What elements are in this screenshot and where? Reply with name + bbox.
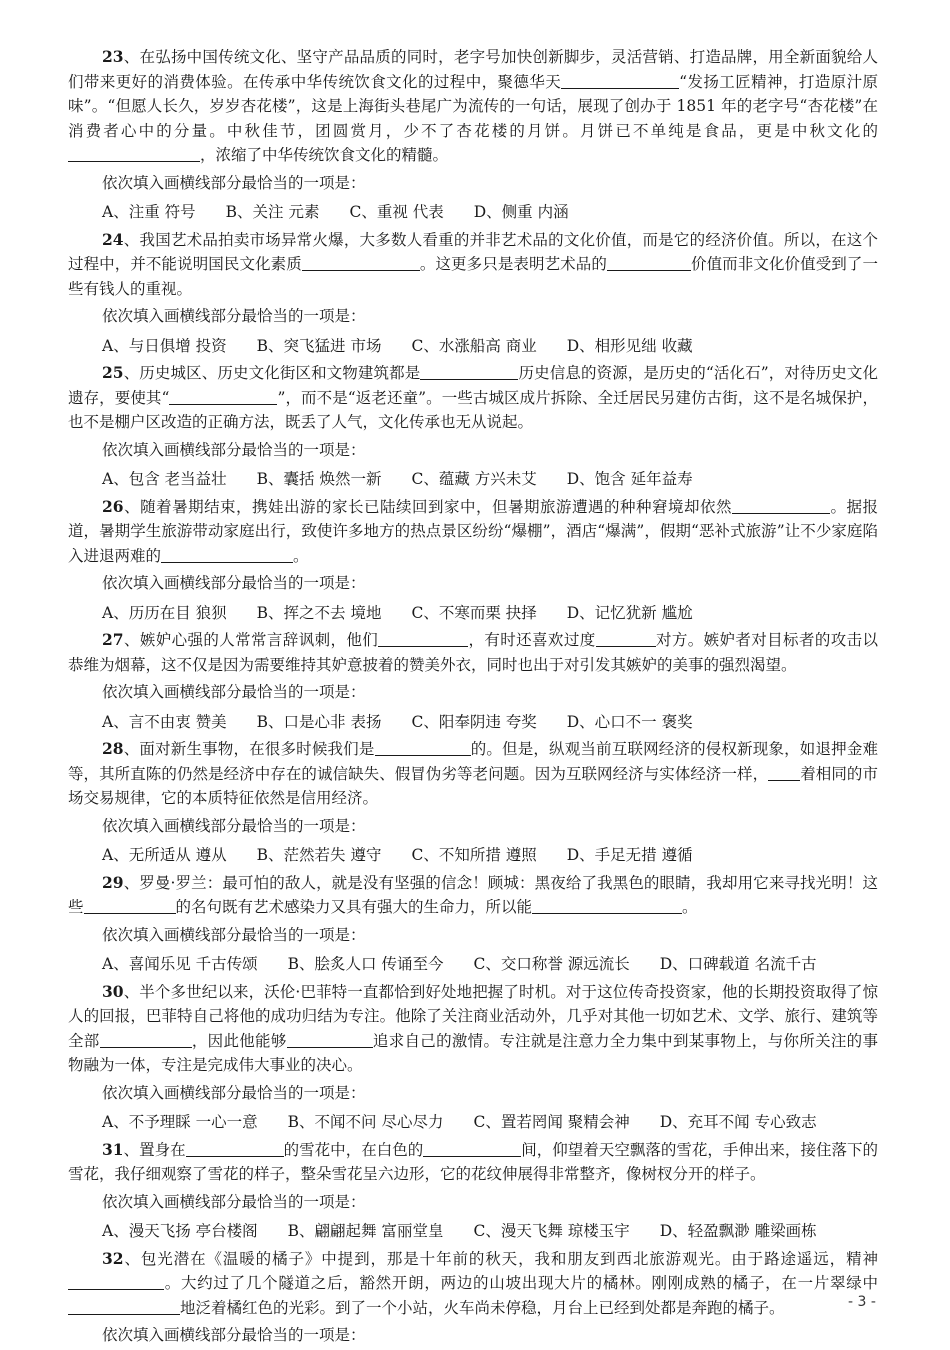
answer-blank xyxy=(607,255,691,272)
question-stem xyxy=(68,628,878,677)
question-24 xyxy=(68,228,878,359)
option-b: B、脍炙人口 传诵至今 xyxy=(287,955,444,973)
answer-blank xyxy=(68,146,200,163)
answer-blank xyxy=(186,1140,284,1157)
question-stem xyxy=(68,980,878,1078)
option-b: B、关注 元素 xyxy=(225,203,320,221)
instruction-text: 依次填入画横线部分最恰当的一项是： xyxy=(102,683,366,701)
option-b: B、茫然若失 遵守 xyxy=(256,846,382,864)
stem-text: 。大约过了几个隧道之后，豁然开朗，两边的山坡出现大片的橘林。刚刚成熟的橘子，在一片翠绿中 xyxy=(164,1274,878,1292)
stem-text: 间，仰望着天空飘落的雪花，手伸出来，接住落下的雪花，我仔细观察了雪花的样子，整朵雪花呈六边形，它的花纹伸展得非常整齐，像树杈分开的样子。 xyxy=(68,1140,878,1183)
instruction-text: 依次填入画横线部分最恰当的一项是： xyxy=(102,1083,366,1102)
stem-text: 、面对新生事物，在很多时候我们是 xyxy=(123,740,375,758)
instruction-text: 依次填入画横线部分最恰当的一项是： xyxy=(102,1326,366,1344)
instruction-text: 依次填入画横线部分最恰当的一项是： xyxy=(102,925,366,944)
question-stem xyxy=(68,228,878,302)
question-number: 23 xyxy=(102,47,124,66)
option-d: D、口碑载道 名流千古 xyxy=(659,955,817,973)
question-stem xyxy=(68,1138,878,1187)
answer-blank xyxy=(423,1140,521,1157)
option-d: D、侧重 内涵 xyxy=(473,203,569,221)
question-26 xyxy=(68,495,878,626)
option-b: B、囊括 焕然一新 xyxy=(256,470,382,488)
question-stem xyxy=(68,495,878,569)
question-32 xyxy=(68,1247,878,1348)
question-number: 29 xyxy=(102,872,124,892)
answer-blank xyxy=(84,898,176,915)
stem-text: 、随着暑期结束，携娃出游的家长已陆续回到家中，但暑期旅游遭遇的种种窘境却依然 xyxy=(123,497,732,516)
option-row xyxy=(102,334,878,359)
stem-text: 、历史城区、历史文化街区和文物建筑都是 xyxy=(123,364,421,382)
option-row xyxy=(102,1219,878,1244)
option-d: D、充耳不闻 专心致志 xyxy=(659,1113,817,1131)
question-29 xyxy=(68,871,878,977)
option-c: C、水涨船高 商业 xyxy=(411,336,537,355)
question-stem xyxy=(68,45,878,168)
option-row xyxy=(102,467,878,492)
option-b: B、突飞猛进 市场 xyxy=(256,336,382,355)
question-23 xyxy=(68,45,878,225)
stem-text: 价值而非文化价值受到了一些有钱人的重视。 xyxy=(68,255,878,298)
instruction-text: 依次填入画横线部分最恰当的一项是： xyxy=(102,1192,366,1211)
instruction-text: 依次填入画横线部分最恰当的一项是： xyxy=(102,440,366,459)
stem-text: 地泛着橘红色的光彩。到了一个小站，火车尚未停稳，月台上已经到处都是奔跑的橘子。 xyxy=(180,1298,785,1317)
option-b: B、不闻不问 尽心尽力 xyxy=(287,1113,444,1131)
stem-text: 着相同的市场交易规律，它的本质特征依然是信用经济。 xyxy=(68,764,878,807)
answer-blank xyxy=(420,364,518,381)
stem-text: 、在弘扬中国传统文化、坚守产品品质的同时，老字号加快创新脚步，灵活营销、打造品牌，用全新面貌给人们带来更好的消费体验。在传承中华传统饮食文化的过程中，聚德华天 xyxy=(68,48,878,91)
option-d: D、轻盈飘渺 雕梁画栋 xyxy=(659,1222,817,1240)
stem-text: 、包光潜在《温暖的橘子》中提到，那是十年前的秋天，我和朋友到西北旅游观光。由于路途遥远，精神 xyxy=(123,1249,878,1268)
question-number: 32 xyxy=(102,1248,124,1268)
question-stem xyxy=(68,361,878,435)
question-number: 30 xyxy=(102,981,124,1001)
answer-blank xyxy=(561,72,679,89)
stem-text: “发扬工匠精神，打造原汁原味”。“但愿人长久，岁岁杏花楼”，这是上海街头巷尾广为流传的一句话，展现了创办于 1851 年的老字号“杏花楼”在消费者心中的分量。中秋佳节，团圆赏月，少不了杏花楼的月饼。月饼已不单纯是食品，更是中秋文化的 xyxy=(68,72,878,140)
option-d: D、心口不一 褒奖 xyxy=(566,712,693,731)
question-number: 31 xyxy=(102,1139,124,1159)
option-a: A、无所适从 遵从 xyxy=(102,846,227,864)
option-c: C、不寒而栗 抉择 xyxy=(411,603,537,622)
option-d: D、手足无措 遵循 xyxy=(566,846,693,864)
question-number: 27 xyxy=(102,630,124,649)
answer-blank xyxy=(732,497,830,514)
option-row xyxy=(102,843,878,868)
instruction-text: 依次填入画横线部分最恰当的一项是： xyxy=(102,816,366,835)
answer-blank xyxy=(596,631,656,648)
stem-text: 的名句既有艺术感染力又具有强大的生命力，所以能 xyxy=(175,898,533,916)
instruction-text: 依次填入画横线部分最恰当的一项是： xyxy=(102,307,366,325)
instruction-text: 依次填入画横线部分最恰当的一项是： xyxy=(102,574,366,592)
option-a: A、漫天飞扬 亭台楼阁 xyxy=(102,1222,258,1240)
stem-text: 。 xyxy=(293,546,309,565)
stem-text: 对方。嫉妒者对目标者的攻击以恭维为烟幕，这不仅是因为需要维持其妒意披着的赞美外衣，同时也出于对引发其嫉妒的美事的强烈渴望。 xyxy=(68,631,878,674)
answer-blank xyxy=(375,740,471,757)
stem-text: ，因此他能够 xyxy=(191,1031,287,1050)
answer-blank xyxy=(768,764,800,781)
option-a: A、历历在目 狼狈 xyxy=(102,603,227,622)
option-row xyxy=(102,1110,878,1135)
stem-text: ，浓缩了中华传统饮食文化的精髓。 xyxy=(200,146,449,164)
answer-blank xyxy=(532,898,682,915)
question-stem xyxy=(68,1247,878,1321)
option-c: C、蕴藏 方兴未艾 xyxy=(411,470,537,488)
option-row xyxy=(102,710,878,735)
option-c: C、置若罔闻 聚精会神 xyxy=(473,1113,630,1131)
answer-blank xyxy=(68,1298,180,1315)
question-number: 24 xyxy=(102,229,124,249)
answer-blank xyxy=(302,255,420,272)
option-d: D、相形见绌 收藏 xyxy=(566,336,693,355)
option-c: C、交口称誉 源远流长 xyxy=(473,955,630,973)
option-row xyxy=(102,952,878,977)
answer-blank xyxy=(161,546,293,563)
option-b: B、挥之不去 境地 xyxy=(256,603,382,622)
stem-text: 、嫉妒心强的人常常言辞讽刺，他们 xyxy=(123,631,379,649)
option-a: A、与日俱增 投资 xyxy=(102,336,227,355)
stem-text: 历史信息的资源，是历史的“活化石”，对待历史文化遗存，要使其“ xyxy=(68,364,878,407)
stem-text: 的雪花中，在白色的 xyxy=(283,1140,424,1159)
option-c: C、阳奉阴违 夸奖 xyxy=(411,712,537,731)
question-stem xyxy=(68,737,878,811)
answer-blank xyxy=(100,1031,192,1048)
question-30 xyxy=(68,980,878,1135)
question-number: 26 xyxy=(102,496,124,516)
stem-text: 、置身在 xyxy=(123,1140,186,1159)
stem-text: ”，而不是“返老还童”。一些古城区成片拆除、全迁居民另建仿古街，这不是名城保护，也不是棚户区改造的正确方法，既丢了人气，文化传承也无从说起。 xyxy=(68,388,878,431)
option-c: C、不知所措 遵照 xyxy=(411,846,537,864)
stem-text: 。 xyxy=(682,898,698,916)
stem-text: 追求自己的激情。专注就是注意力全力集中到某事物上，与你所关注的事物融为一体，专注是完成伟大事业的决心。 xyxy=(68,1031,878,1074)
answer-blank xyxy=(287,1031,373,1048)
question-31 xyxy=(68,1138,878,1244)
option-c: C、漫天飞舞 琼楼玉宇 xyxy=(473,1222,630,1240)
answer-blank xyxy=(169,388,277,405)
question-28 xyxy=(68,737,878,868)
stem-text: 的。但是，纵观当前互联网经济的侵权新现象，如退押金难等，其所直陈的仍然是经济中存在的诚信缺失、假冒伪劣等老问题。因为互联网经济与实体经济一样， xyxy=(68,740,878,783)
option-a: A、不予理睬 一心一意 xyxy=(102,1113,258,1131)
question-25 xyxy=(68,361,878,492)
stem-text: 、半个多世纪以来，沃伦·巴菲特一直都恰到好处地把握了时机。对于这位传奇投资家，他的长期投资取得了惊人的回报，巴菲特自己将他的成功归结为专注。他除了关注商业活动外，几乎对其他一切如艺术、文学、旅行、建筑等全部 xyxy=(68,982,878,1050)
answer-blank xyxy=(68,1274,164,1291)
option-a: A、注重 符号 xyxy=(102,203,196,221)
instruction-text: 依次填入画横线部分最恰当的一项是： xyxy=(102,173,366,192)
option-b: B、口是心非 表扬 xyxy=(256,712,382,731)
question-number: 25 xyxy=(102,363,124,382)
stem-text: 、我国艺术品拍卖市场异常火爆，大多数人看重的并非艺术品的文化价值，而是它的经济价值。所以，在这个过程中，并不能说明国民文化素质 xyxy=(68,230,878,273)
option-a: A、言不由衷 赞美 xyxy=(102,712,227,731)
option-d: D、饱含 延年益寿 xyxy=(566,470,693,488)
question-number: 28 xyxy=(102,739,124,758)
option-row xyxy=(102,601,878,626)
option-a: A、包含 老当益壮 xyxy=(102,470,227,488)
option-d: D、记忆犹新 尴尬 xyxy=(566,603,693,622)
stem-text: 。据报道，暑期学生旅游带动家庭出行，致使许多地方的热点景区纷纷“爆棚”，酒店“爆满”，假期“恶补式旅游”让不少家庭陷入进退两难的 xyxy=(68,497,878,565)
option-c: C、重视 代表 xyxy=(349,203,444,221)
answer-blank xyxy=(378,631,468,648)
question-27 xyxy=(68,628,878,734)
option-b: B、翩翩起舞 富丽堂皇 xyxy=(287,1222,444,1240)
question-list xyxy=(68,45,878,1350)
stem-text: 、罗曼·罗兰：最可怕的敌人，就是没有坚强的信念！顾城：黑夜给了我黑色的眼睛，我却用它来寻找光明！这些 xyxy=(68,873,878,916)
stem-text: 。这更多只是表明艺术品的 xyxy=(419,255,607,273)
stem-text: ，有时还喜欢过度 xyxy=(468,631,596,649)
page-number: - 3 - xyxy=(848,1294,876,1310)
option-a: A、喜闻乐见 千古传颂 xyxy=(102,955,258,973)
option-row xyxy=(102,200,878,225)
question-stem xyxy=(68,871,878,920)
